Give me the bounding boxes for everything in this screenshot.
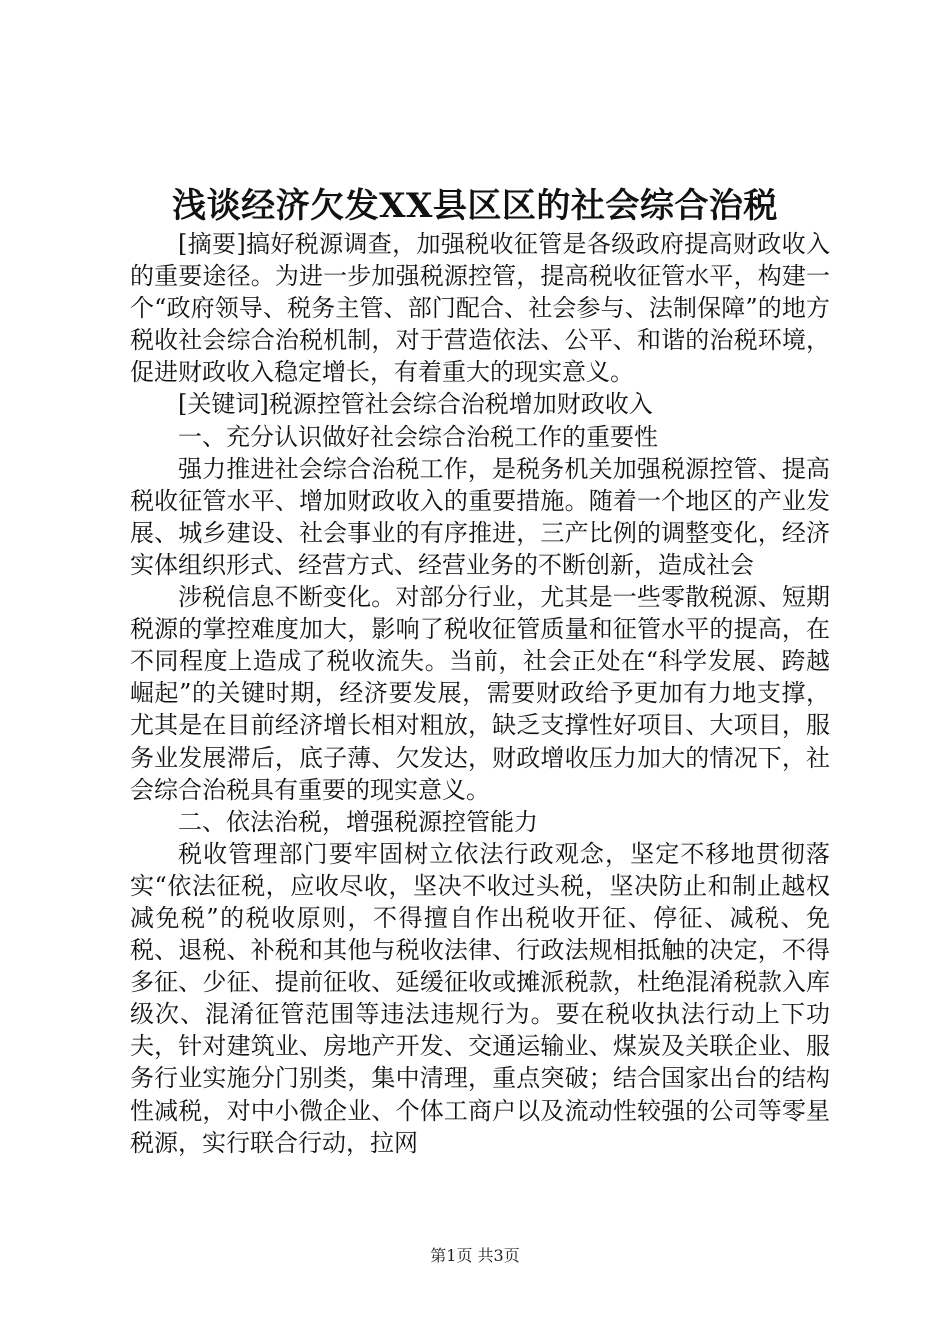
document-body	[130, 228, 830, 1159]
document-title: 浅谈经济欠发XX县区区的社会综合治税	[172, 186, 778, 226]
abstract-paragraph: [摘要]搞好税源调查，加强税收征管是各级政府提高财政收入的重要途径。为进一步加强税源控管，提高税收征管水平，构建一个“政府领导、税务主管、部门配合、社会参与、法制保障”的地方税收社会综合治税机制，对于营造依法、公平、和谐的治税环境，促进财政收入稳定增长，有着重大的现实意义。	[130, 230, 830, 387]
body-paragraph: 税收管理部门要牢固树立依法行政观念，坚定不移地贯彻落实“依法征税，应收尽收，坚决不收过头税，坚决防止和制止越权减免税”的税收原则，不得擅自作出税收开征、停征、减税、免税、退税、补税和其他与税收法律、行政法规相抵触的决定，不得多征、少征、提前征收、延缓征收或摊派税款，杜绝混淆税款入库级次、混淆征管范围等违法违规行为。要在税收执法行动上下功夫，针对建筑业、房地产开发、交通运输业、煤炭及关联企业、服务行业实施分门别类，集中清理，重点突破；结合国家出台的结构性减税，对中小微企业、个体工商户以及流动性较强的公司等零星税源，实行联合行动，拉网	[130, 839, 830, 1157]
body-paragraph: 强力推进社会综合治税工作，是税务机关加强税源控管、提高税收征管水平、增加财政收入的重要措施。随着一个地区的产业发展、城乡建设、社会事业的有序推进，三产比例的调整变化，经济实体组织形式、经营方式、经营业务的不断创新，造成社会	[130, 454, 830, 579]
section-heading-1: 一、充分认识做好社会综合治税工作的重要性	[178, 422, 658, 451]
keywords-paragraph: [关键词]税源控管社会综合治税增加财政收入	[178, 390, 653, 419]
section-heading-2: 二、依法治税，增强税源控管能力	[178, 807, 538, 836]
body-paragraph: 涉税信息不断变化。对部分行业，尤其是一些零散税源、短期税源的掌控难度加大，影响了税收征管质量和征管水平的提高，在不同程度上造成了税收流失。当前，社会正处在“科学发展、跨越崛起”的关键时期，经济要发展，需要财政给予更加有力地支撑，尤其是在目前经济增长相对粗放，缺乏支撑性好项目、大项目，服务业发展滞后，底子薄、欠发达，财政增收压力加大的情况下，社会综合治税具有重要的现实意义。	[130, 583, 830, 804]
page-number-footer: 第1页 共3页	[430, 1246, 520, 1265]
